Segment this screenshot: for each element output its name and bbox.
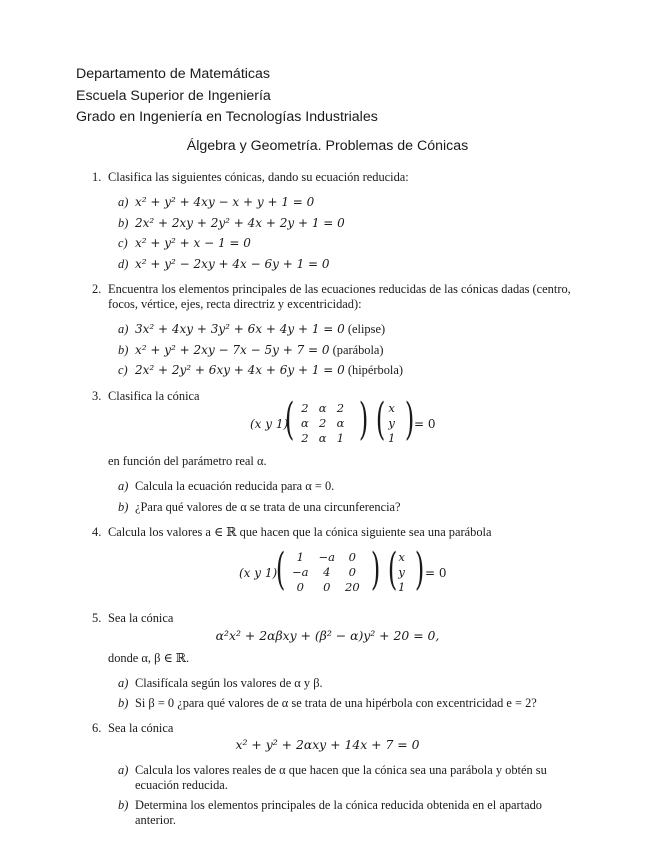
matrix-cell: 20 [345, 580, 360, 594]
problem-4 [92, 525, 582, 540]
equation: 2x² + 2xy + 2y² + 4x + 2y + 1 = 0 [135, 216, 345, 230]
left-paren-icon: ( [375, 394, 386, 445]
item-label: b) [118, 500, 129, 514]
matrix-cell: 2 [336, 401, 345, 415]
item-label: d) [118, 257, 129, 271]
p3-item-b [118, 500, 582, 515]
vector-cell: y [388, 416, 395, 430]
document-title: Álgebra y Geometría. Problemas de Cónicas [186, 138, 469, 154]
conic-type: (parábola) [332, 343, 384, 357]
matrix-cell: −a [318, 550, 335, 564]
vector-cell: x [398, 550, 405, 564]
p6-item-a [118, 763, 582, 793]
item-label: a) [118, 763, 129, 777]
p1-item-b [118, 216, 582, 231]
matrix-cell: −a [292, 565, 309, 579]
item-text: Determina los elementos principales de la cónica reducida obtenida en el apartado anterior. [135, 798, 542, 827]
problem-number: 4. [92, 525, 102, 539]
right-paren-icon: ) [414, 544, 425, 595]
left-paren-icon: ( [275, 544, 286, 595]
degree-line: Grado en Ingeniería en Tecnologías Industriales [76, 109, 378, 125]
problem-2 [92, 282, 582, 312]
item-label: b) [118, 343, 129, 357]
problem-number: 3. [92, 389, 102, 403]
matrix-cell: 4 [323, 565, 331, 579]
p6-equation: x² + y² + 2αxy + 14x + 7 = 0 [235, 737, 420, 752]
equation: x² + y² − 2xy + 4x − 6y + 1 = 0 [135, 257, 330, 271]
problem-number: 5. [92, 611, 102, 625]
equals-zero: = 0 [425, 566, 447, 580]
p1-item-a [118, 195, 582, 210]
document-header [76, 64, 378, 129]
matrix-cell: 0 [348, 550, 356, 564]
vector-cell: x [388, 401, 395, 415]
row-vector: (x y 1) [239, 566, 278, 580]
problem-statement: Encuentra los elementos principales de las ecuaciones reducidas de las cónicas dadas (centro, focos, vértice, ejes, recta directriz y excentricidad): [108, 282, 571, 311]
problem-statement: Clasifica las siguientes cónicas, dando su ecuación reducida: [108, 170, 409, 184]
item-label: a) [118, 479, 129, 493]
item-label: b) [118, 798, 129, 812]
right-paren-icon: ) [404, 394, 415, 445]
problem-5 [92, 611, 582, 626]
problem-6 [92, 721, 582, 736]
right-paren-icon: ) [358, 394, 369, 445]
coefficient-matrix [287, 550, 365, 595]
item-text: Clasifícala según los valores de α y β. [135, 676, 323, 690]
item-label: b) [118, 696, 129, 710]
problem-number: 6. [92, 721, 102, 735]
item-label: a) [118, 195, 129, 209]
matrix-cell: 0 [348, 565, 356, 579]
equation: x² + y² + x − 1 = 0 [135, 236, 251, 250]
matrix-cell: α [318, 401, 327, 415]
item-text: Calcula los valores reales de α que hacen que la cónica sea una parábola y obtén su ecuación reducida. [135, 763, 547, 792]
row-vector: (x y 1) [250, 417, 289, 431]
vector-cell: 1 [398, 580, 406, 594]
vector-cell: 1 [388, 431, 396, 445]
matrix-cell: 1 [336, 431, 345, 445]
p5-equation: α²x² + 2αβxy + (β² − α)y² + 20 = 0, [215, 628, 440, 643]
matrix-cell: 0 [323, 580, 331, 594]
equation: 2x² + 2y² + 6xy + 4x + 6y + 1 = 0 [135, 363, 345, 377]
right-paren-icon: ) [370, 544, 381, 595]
problem-statement: Calcula los valores a ∈ ℝ que hacen que la cónica siguiente sea una parábola [108, 525, 492, 539]
problem-statement: Sea la cónica [108, 721, 174, 735]
p1-item-d [118, 257, 582, 272]
matrix-cell: 0 [296, 580, 304, 594]
matrix-cell: 2 [319, 416, 327, 430]
item-label: c) [118, 236, 128, 250]
problem-statement: Clasifica la cónica [108, 389, 200, 403]
p2-item-c [118, 363, 582, 378]
p2-item-b [118, 343, 582, 358]
equation: x² + y² + 2xy − 7x − 5y + 7 = 0 [135, 343, 330, 357]
p5-domain-note: donde α, β ∈ ℝ. [108, 651, 190, 665]
p2-item-a [118, 322, 582, 337]
equals-zero: = 0 [414, 417, 436, 431]
school-line: Escuela Superior de Ingeniería [76, 87, 271, 104]
department-line: Departamento de Matemáticas [76, 66, 270, 82]
item-label: a) [118, 322, 129, 336]
conic-type: (elipse) [347, 322, 386, 336]
p6-item-b [118, 798, 582, 828]
matrix-cell: α [301, 416, 309, 430]
coefficient-matrix [296, 401, 349, 446]
item-text: Calcula la ecuación reducida para α = 0. [135, 479, 335, 493]
matrix-cell: α [336, 416, 345, 430]
equation: x² + y² + 4xy − x + y + 1 = 0 [135, 195, 315, 209]
matrix-cell: α [318, 431, 327, 445]
problem-number: 1. [92, 170, 102, 184]
p1-item-c [118, 236, 582, 251]
matrix-cell: 2 [301, 431, 309, 445]
item-label: b) [118, 216, 129, 230]
left-paren-icon: ( [387, 544, 398, 595]
column-vector [383, 401, 400, 446]
item-label: a) [118, 676, 129, 690]
item-text: Si β = 0 ¿para qué valores de α se trata de una hipérbola con excentricidad e = 2? [135, 696, 537, 710]
left-paren-icon: ( [284, 394, 295, 445]
problem-1 [92, 170, 582, 185]
p3-item-a [118, 479, 582, 494]
vector-cell: y [398, 565, 405, 579]
matrix-cell: 2 [301, 401, 309, 415]
matrix-cell: 1 [296, 550, 304, 564]
item-label: c) [118, 363, 128, 377]
item-text: ¿Para qué valores de α se trata de una circunferencia? [135, 500, 401, 514]
column-vector [393, 550, 410, 595]
problem-statement: Sea la cónica [108, 611, 174, 625]
p3-parameter-note: en función del parámetro real α. [108, 454, 267, 468]
p5-item-b [118, 696, 582, 711]
p5-item-a [118, 676, 582, 691]
equation: 3x² + 4xy + 3y² + 6x + 4y + 1 = 0 [135, 322, 345, 336]
problem-number: 2. [92, 282, 102, 296]
conic-type: (hipérbola) [347, 363, 403, 377]
